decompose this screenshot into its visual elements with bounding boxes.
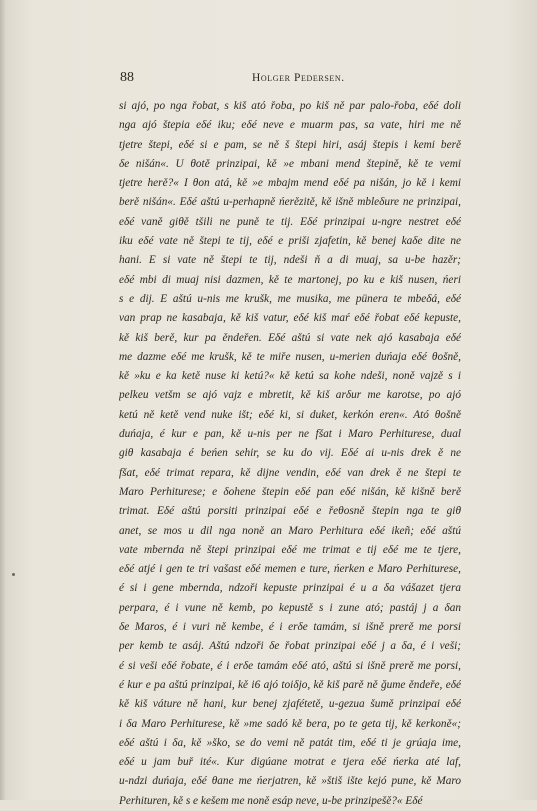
text-line: trimat. Eδé aštú porsiti prinzipai eδé e řeθosně štepin nga te giθ (119, 505, 461, 518)
book-spine-shadow (0, 0, 6, 800)
text-line: me dazme eδé me krušk, kě te miře nusen, u-merien duńaja eδé θošně, (119, 350, 461, 363)
body-text (119, 97, 461, 811)
text-line: vate mbernda ně štepi prinzipai eδé me trimat e tij eδé me te tjere, (119, 543, 461, 556)
text-line: eδé atjé i gen te tri vašast eδé memen e ture, ńerken e Maro Perhiturese, (119, 563, 461, 576)
text-line: duńaja, é kur e pan, kě u-nis per ne fšat i Maro Perhiturese, dual (119, 428, 461, 441)
text-line: si ajó, po nga řobat, s kiš atό řoba, po kiš ně par palo-řoba, eδé doli (119, 100, 461, 112)
page-header (120, 70, 460, 90)
text-line: hani. E si vate ně štepi te tij, ndeši ň a di muaj, sa u-be hazěr; (119, 254, 461, 267)
text-line: i δa Maro Perhiturese, kě »me sadó kě bera, po te geta tij, kě kerkoně«; (119, 717, 461, 730)
page-number: 88 (120, 70, 134, 85)
text-line: eδé mbi di muaj nisi dazmen, kě te martonej, po ku e kiš nusen, ńeri (119, 273, 461, 286)
text-line: é si i gene mbernda, ndzoři kepuste prinzipai é u a δa vášazet tjera (119, 582, 461, 595)
text-line: anet, se mos u dil nga noně an Maro Perhitura eδé ikeñ; eδé aštú (119, 524, 461, 537)
text-line: nga ajó štepia eδé iku; eδé neve e muarm pas, sa vate, hiri me ně (119, 119, 461, 132)
text-line: van prap ne kasabaja, kě kiš vatur, eδé kiš maŕ eδé řobat eδé kepuste, (119, 312, 461, 325)
text-line: kě »ku e ka ketě nuse ki ketú?« kě ketú sa kohe ndeši, noně vajzě s i (119, 370, 461, 383)
text-line: per kemb te asáj. Aštú ndzoři δe řobat prinzipai eδé j a δa, é i veši; (119, 640, 461, 653)
margin-speck (12, 573, 15, 576)
text-line: tjetre herě?« I θon atá, kě »e mbajm mend eδé pa nišán, jo kě i kemi (119, 177, 461, 190)
text-line: ketú ně ketě vend nuke išt; eδé ki, si duket, kerkón eren«. Ató θošně (119, 408, 461, 421)
text-line: Perhituren, kě s e kešem me noně esáp neve, u-be prinzipešě?« Eδé (119, 794, 423, 807)
text-line: eδé aštú i δa, kě »ško, se do vemi ně patát tim, eδé ti je grúaja ime, (119, 736, 461, 749)
text-line: berě nišán«. Eδé aštú u-perhapně ńerězitě, kě išně mbleδure ne prinzipai, (119, 196, 461, 209)
running-head: Holger Pedersen. (252, 72, 345, 84)
text-line: Maro Perhiturese; e δohene štepin eδé pan eδé nišán, kě kišně berě (119, 485, 461, 498)
text-line: kě kiš berě, kur pa ěndeřen. Eδé aštú si vate nek ajó kasabaja eδé (119, 331, 461, 344)
text-line: u-ndzi duńaja, eδé θane me ńerjatren, kě »štiš ište kejó pune, kě Maro (119, 775, 461, 788)
text-line: kě kiš váture ně hani, kur benej zjafétetě, u-gezua šumě prinzipai eδé (119, 698, 461, 711)
text-line: giθ kasabaja é beńen sehir, se ku do vij. Eδé ai u-nis drek ě ne (119, 447, 461, 460)
text-line: é kur e pa aštú prinzipai, kě i6 ajó toiδjo, kě kiš parě ně ğume ěndeře, eδé (119, 678, 461, 691)
text-line: fšat, eδé trimat repara, kě dijne vendin, eδé van drek ě ne štepi te (119, 466, 461, 479)
text-line: δe Maros, é i vuri ně kembe, é i erδe tamám, si išně prerě me porsi (119, 621, 461, 634)
text-line: s e dij. E aštú u-nis me krušk, me musika, me pünera te mbeδá, eδé (119, 292, 461, 305)
text-line: eδé u jam buř ité«. Kur digúane motrat e tjera eδé ńerka até laf, (119, 756, 461, 769)
text-line: é si veši eδé řobate, é i erδe tamám eδé ató, aštú si išně prerě me porsi, (119, 659, 461, 672)
text-line: δe nišán«. U θotě prinzipai, kě »e mbani mend štepině, kě te vemi (119, 157, 461, 170)
text-line: tjetre štepi, eδé si e pam, se ně š štepi hiri, asáj štepis i kemi berě (119, 138, 461, 151)
text-line: eδé vaně giθě tšili ne puně te tij. Eδé prinzipai u-ngre nestret eδé (119, 215, 461, 228)
text-line: pelkeu vetšm se ajó vajz e mbretit, kě kiš arδur me karotse, po ajó (119, 389, 461, 402)
text-line: perpara, é i vune ně kemb, po kepustě s i zune ató; pastáj j a δan (119, 601, 461, 614)
text-line: iku eδé vate ně štepi te tij, eδé e priši zjafetin, kě benej kaδe dite ne (119, 235, 461, 248)
